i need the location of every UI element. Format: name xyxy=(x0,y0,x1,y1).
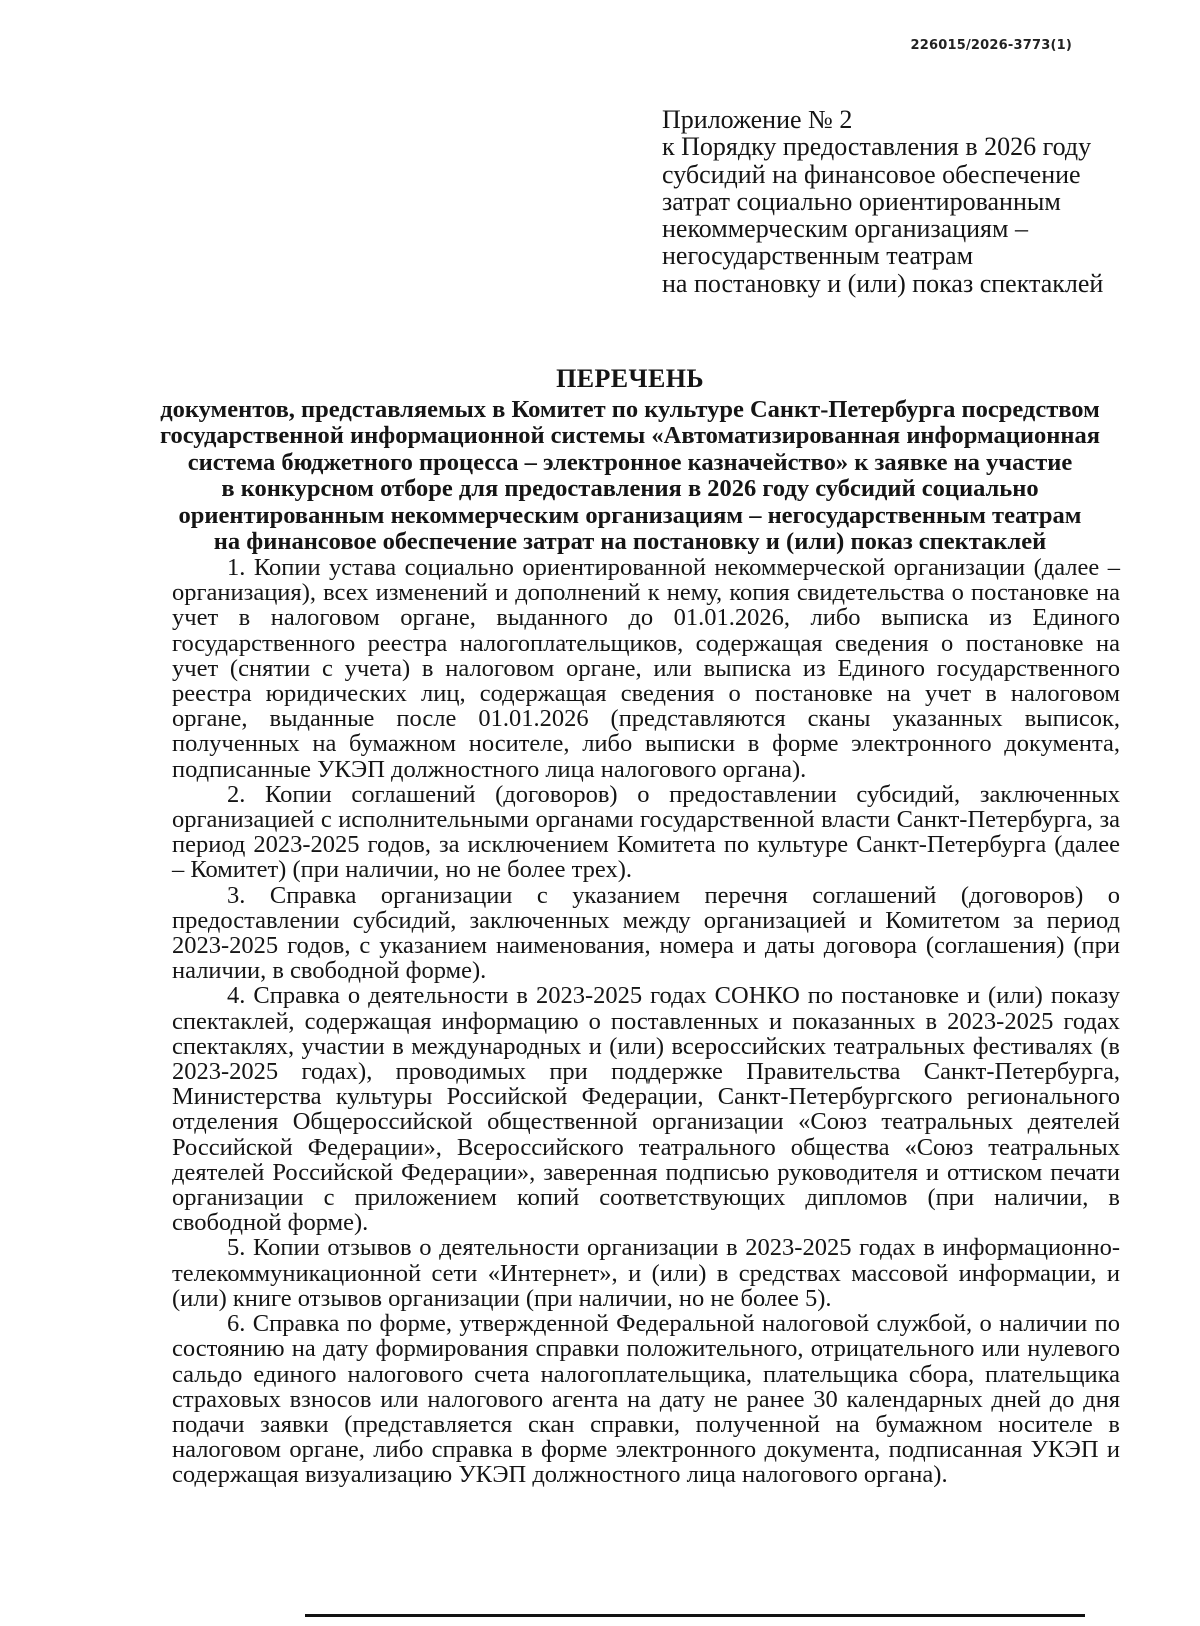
heading-line: на финансовое обеспечение затрат на постановку и (или) показ спектаклей xyxy=(213,528,1047,556)
heading-line: система бюджетного процесса – электронное казначейство» к заявке на участие xyxy=(187,448,1073,476)
heading-line: ориентированным некоммерческим организациям – негосударственным театрам xyxy=(178,501,1082,529)
list-item-1: 1. Копии устава социально ориентированной некоммерческой организации (далее – организация), всех изменений и дополнений к нему, копия свидетельства о постановке на учет в налоговом органе, выданного до 01.01.2026, либо выписка из Единого государственного реестра налогоплательщиков, содержащая сведения о постановке на учет (снятии с учета) в налоговом органе, или выписка из Единого государственного реестра юридических лиц, содержащая сведения о постановке на учет в налоговом органе, выданные после 01.01.2026 (представляются сканы указанных выписок, полученных на бумажном носителе, либо выписки в форме электронного документа, подписанные УКЭП должностного лица налогового органа). xyxy=(172,554,1120,783)
list-item-4: 4. Справка о деятельности в 2023-2025 годах СОНКО по постановке и (или) показу спектаклей, содержащая информацию о поставленных и показанных в 2023-2025 годах спектаклях, участии в международных и (или) всероссийских театральных фестивалях (в 2023-2025 годах), проводимых при поддержке Правительства Санкт-Петербурга, Министерства культуры Российской Федерации, Санкт-Петербургского регионального отделения Общероссийской общественной организации «Союз театральных деятелей Российской Федерации», Всероссийского театрального общества «Союз театральных деятелей Российской Федерации», заверенная подписью руководителя и оттиском печати организации с приложением копий соответствующих дипломов (при наличии, в свободной форме). xyxy=(172,982,1120,1237)
document-registration-code: 226015/2026-3773(1) xyxy=(910,38,1072,53)
appendix-line: на постановку и (или) показ спектаклей xyxy=(662,268,1104,298)
appendix-line: к Порядку предоставления в 2026 году xyxy=(662,132,1092,162)
heading-line: в конкурсном отборе для предоставления в 2026 году субсидий социально xyxy=(221,475,1039,503)
heading-line: государственной информационной системы «Автоматизированная информационная xyxy=(159,422,1100,450)
appendix-line: некоммерческим организациям – xyxy=(662,214,1028,244)
document-body xyxy=(172,555,1120,1488)
list-item-2: 2. Копии соглашений (договоров) о предоставлении субсидий, заключенных организацией с исполнительными органами государственной власти Санкт-Петербурга, за период 2023-2025 годов, за исключением Комитета по культуре Санкт-Петербурга (далее – Комитет) (при наличии, но не более трех). xyxy=(172,780,1120,884)
appendix-line: субсидий на финансовое обеспечение xyxy=(662,159,1081,189)
list-item-5: 5. Копии отзывов о деятельности организации в 2023-2025 годах в информационно-телекоммуникационной сети «Интернет», и (или) в средствах массовой информации, и (или) книге отзывов организации (при наличии, но не более 5). xyxy=(172,1234,1120,1312)
list-item-3: 3. Справка организации с указанием перечня соглашений (договоров) о предоставлении субсидий, заключенных между организацией и Комитетом за период 2023-2025 годов, с указанием наименования, номера и даты договора (соглашения) (при наличии, в свободной форме). xyxy=(172,881,1120,985)
document-heading xyxy=(130,364,1130,555)
page-bottom-rule xyxy=(305,1614,1085,1617)
appendix-line: негосударственным театрам xyxy=(662,241,974,271)
appendix-block xyxy=(662,106,1132,297)
document-title: ПЕРЕЧЕНЬ xyxy=(556,364,704,393)
list-item-6: 6. Справка по форме, утвержденной Федеральной налоговой службой, о наличии по состоянию на дату формирования справки положительного, отрицательного или нулевого сальдо единого налогового счета налогоплательщика, плательщика сбора, плательщика страховых взносов или налогового агента на дату не ранее 30 календарных дней до дня подачи заявки (представляется скан справки, полученной на бумажном носителе в налоговом органе, либо справка в форме электронного документа, подписанная УКЭП и содержащая визуализацию УКЭП должностного лица налогового органа). xyxy=(172,1310,1120,1489)
appendix-line: Приложение № 2 xyxy=(662,105,853,134)
appendix-line: затрат социально ориентированным xyxy=(662,186,1061,216)
heading-line: документов, представляемых в Комитет по культуре Санкт-Петербурга посредством xyxy=(160,396,1100,423)
